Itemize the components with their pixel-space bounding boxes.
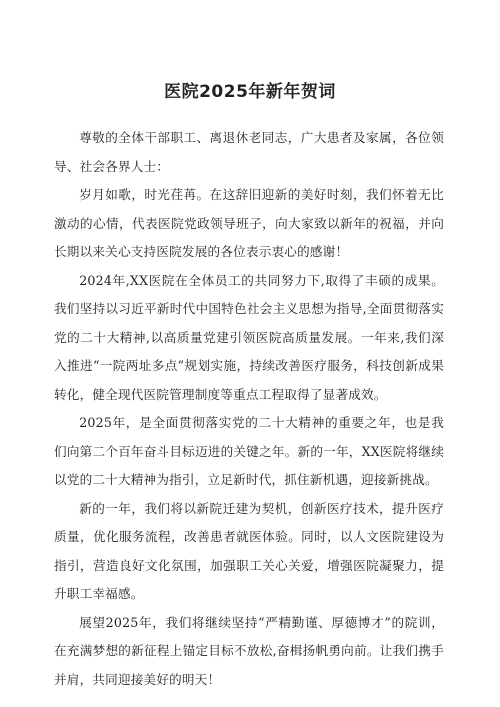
paragraph-2025-outlook: 2025年，是全面贯彻落实党的二十大精神的重要之年，也是我们向第二个百年奋斗目标迈进的关键之年。新的一年，XX医院将继续以党的二十大精神为指引，立足新时代，抓住新机遇，迎接新挑战。 xyxy=(54,415,444,487)
paragraph-2024-review: 2024年,XX医院在全体员工的共同努力下,取得了丰硕的成果。我们坚持以习近平新时代中国特色社会主义思想为指导,全面贯彻落实党的二十大精神,以高质量党建引领医院高质量发展。一年来,我们深入推进“一院两址多点”规划实施，持续改善医疗服务，科技创新成果转化，健全现代医院管理制度等重点工程取得了显著成效。 xyxy=(54,272,444,402)
document-title: 医院2025年新年贺词 xyxy=(164,82,336,102)
paragraph-salutation: 尊敬的全体干部职工、离退休老同志，广大患者及家属，各位领导、社会各界人士： xyxy=(54,130,444,174)
paragraph-new-year-plan: 新的一年，我们将以新院迁建为契机，创新医疗技术，提升医疗质量，优化服务流程，改善患者就医体验。同时，以人文医院建设为指引，营造良好文化氛围，加强职工关心关爱，增强医院凝聚力，提升职工幸福感。 xyxy=(54,500,444,601)
paragraph-greeting: 岁月如歌，时光荏苒。在这辞旧迎新的美好时刻，我们怀着无比激动的心情，代表医院党政领导班子，向大家致以新年的祝福，并向长期以来关心支持医院发展的各位表示衷心的感谢！ xyxy=(54,187,444,259)
document-body xyxy=(54,124,444,694)
paragraph-closing: 展望2025年，我们将继续坚持“严精勤谨、厚德博才”的院训，在充满梦想的新征程上锚定目标不放松,奋楫扬帆勇向前。让我们携手并肩，共同迎接美好的明天！ xyxy=(54,614,444,687)
